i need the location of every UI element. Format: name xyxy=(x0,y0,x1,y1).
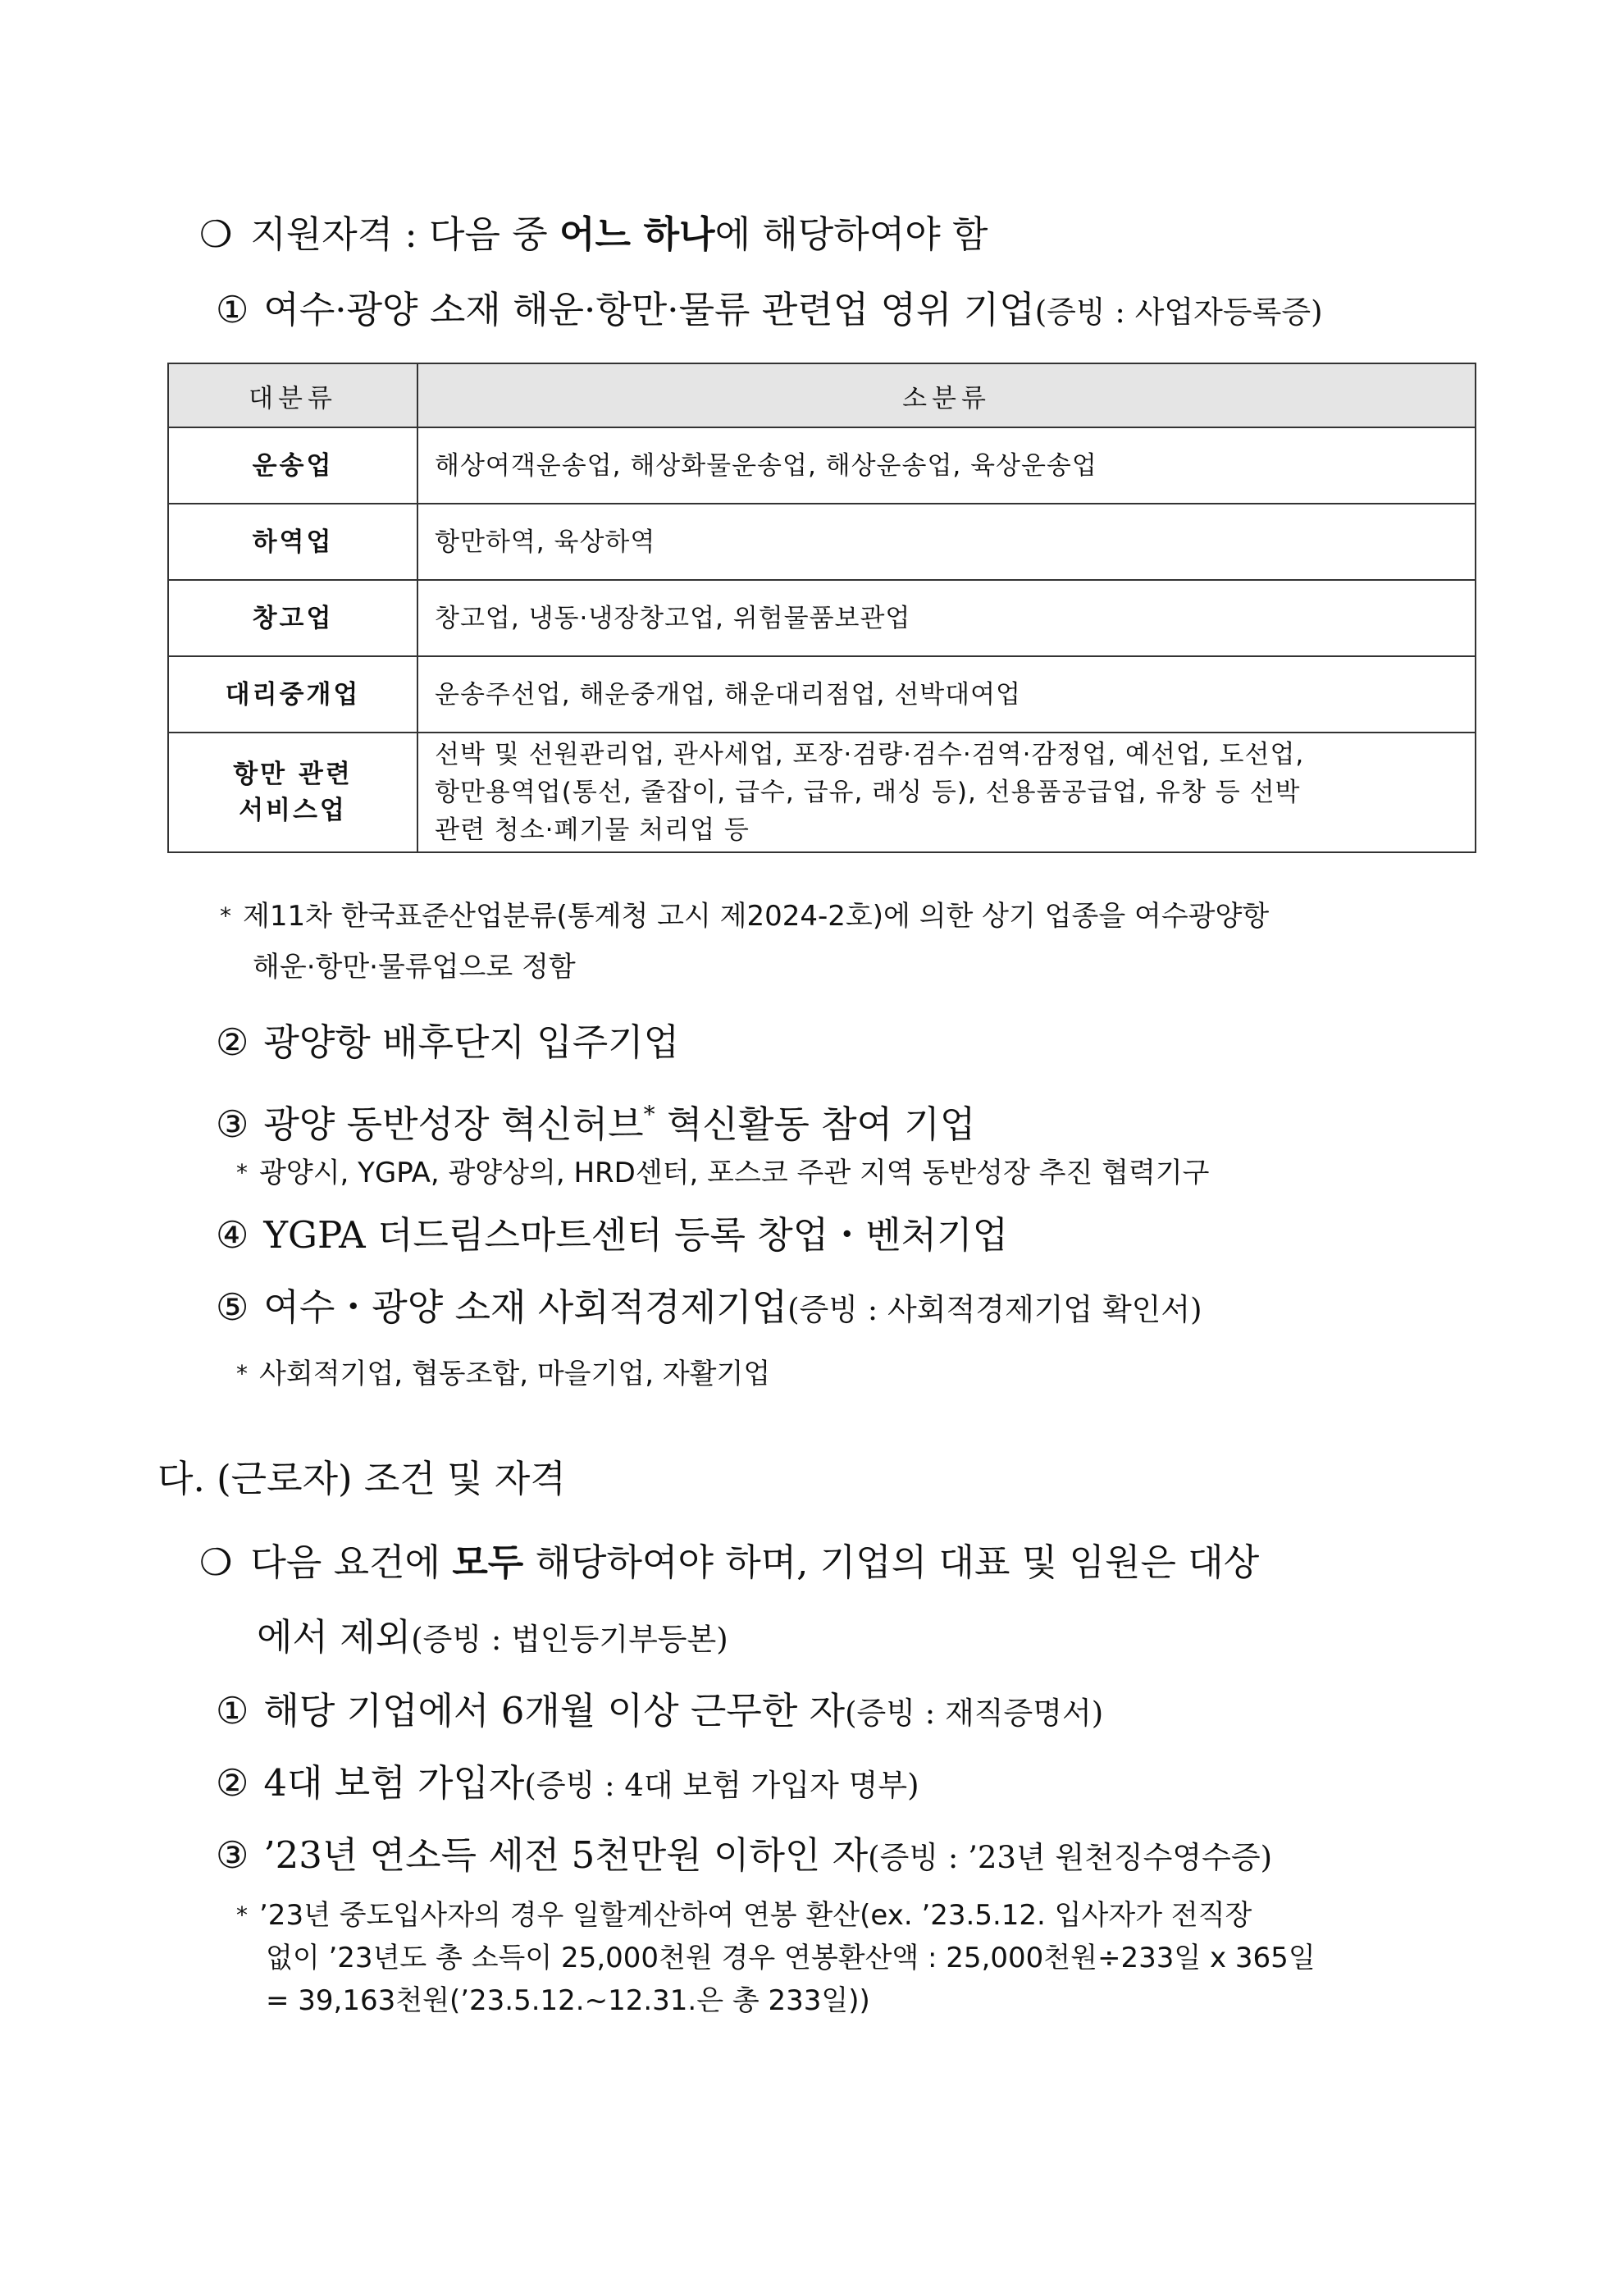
qualification-item-4 xyxy=(216,1212,1008,1258)
footnote-line: 제11차 한국표준산업분류(통계청 고시 제2024-2호)에 의한 상기 업종을 여수광양항 xyxy=(243,900,1270,933)
item-number: ③ xyxy=(216,1102,249,1146)
intro-text-pre: 다음 요건에 xyxy=(250,1541,453,1584)
item-proof: (증빙 : 사업자등록증) xyxy=(1034,294,1323,330)
item-text: 광양 동반성장 혁신허브 xyxy=(263,1102,644,1146)
condition-footnote-cont xyxy=(266,1982,870,2020)
section-c-intro-cont xyxy=(257,1614,728,1663)
condition-item-3 xyxy=(216,1833,1272,1881)
heading-text-bold: 어느 하나 xyxy=(559,212,715,256)
row-subcategories: 해상여객운송업, 해상화물운송업, 해상운송업, 육상운송업 xyxy=(417,427,1476,504)
item-text: 광양항 배후단지 입주기업 xyxy=(263,1020,680,1064)
row-sub-line: 선박 및 선원관리업, 관사세업, 포장·검량·검수·검역·감정업, 예선업, 도선업, xyxy=(435,740,1305,769)
footnote-line: = 39,163천원(’23.5.12.~12.31.은 총 233일)) xyxy=(266,1984,870,2017)
item-text: 해당 기업에서 6개월 이상 근무한 자 xyxy=(263,1689,846,1732)
row-category xyxy=(168,733,417,852)
item-text: 혁신활동 참여 기업 xyxy=(655,1102,976,1146)
footnote-text: 광양시, YGPA, 광양상의, HRD센터, 포스코 주관 지역 동반성장 추진 협력기구 xyxy=(259,1157,1210,1189)
item-number: ⑤ xyxy=(216,1285,249,1329)
section-heading: 다. (근로자) 조건 및 자격 xyxy=(157,1457,566,1500)
footnote-mark: * xyxy=(220,902,231,929)
row-category: 창고업 xyxy=(168,580,417,656)
header-minor-category: 소분류 xyxy=(417,363,1476,427)
qualification-item-2 xyxy=(216,1020,679,1066)
item-text: 4대 보험 가입자 xyxy=(263,1761,525,1805)
header-major-category: 대분류 xyxy=(168,363,417,427)
footnote-mark: * xyxy=(236,1159,248,1186)
row-category-line: 서비스업 xyxy=(239,796,347,825)
qualification-item-3 xyxy=(216,1092,975,1148)
row-category: 하역업 xyxy=(168,504,417,580)
intro-proof: (증빙 : 법인등기부등본) xyxy=(411,1622,728,1657)
footnote-mark: * xyxy=(236,1901,248,1929)
footnote-line: 없이 ’23년도 총 소득이 25,000천원 경우 연봉환산액 : 25,000천원÷233일 x 365일 xyxy=(266,1942,1316,1974)
item-number: ① xyxy=(216,1689,249,1732)
item-number: ③ xyxy=(216,1833,249,1877)
row-category: 운송업 xyxy=(168,427,417,504)
section-c-intro xyxy=(199,1540,1259,1586)
row-subcategories xyxy=(417,733,1476,852)
table-footnote xyxy=(220,897,1269,935)
table-row xyxy=(168,580,1476,656)
item-number: ② xyxy=(216,1761,249,1805)
footnote-line: ’23년 중도입사자의 경우 일할계산하여 연봉 환산(ex. ’23.5.12. 입사자가 전직장 xyxy=(259,1899,1252,1932)
row-subcategories: 항만하역, 육상하역 xyxy=(417,504,1476,580)
item-number: ② xyxy=(216,1020,249,1064)
footnote-line: 해운·항만·물류업으로 정함 xyxy=(253,951,576,984)
table-row xyxy=(168,504,1476,580)
condition-item-2 xyxy=(216,1760,919,1809)
condition-footnote xyxy=(236,1897,1252,1934)
table-row xyxy=(168,656,1476,733)
industry-classification-table xyxy=(167,363,1476,853)
bullet-icon: ❍ xyxy=(199,1541,233,1584)
item-number: ① xyxy=(216,288,249,331)
item-superscript: * xyxy=(643,1101,655,1128)
item-proof: (증빙 : ’23년 원천징수영수증) xyxy=(868,1840,1273,1875)
table-footnote-cont xyxy=(253,948,576,986)
row-subcategories: 운송주선업, 해운중개업, 해운대리점업, 선박대여업 xyxy=(417,656,1476,733)
heading-text-post: 에 해당하여야 함 xyxy=(714,212,988,256)
bullet-icon: ❍ xyxy=(199,212,233,256)
row-sub-line: 항만용역업(통선, 줄잡이, 급수, 급유, 래싱 등), 선용품공급업, 유창 등 선박 xyxy=(435,778,1301,807)
row-subcategories: 창고업, 냉동·냉장창고업, 위험물품보관업 xyxy=(417,580,1476,656)
intro-text-line2: 에서 제외 xyxy=(257,1615,412,1659)
qualification-heading xyxy=(199,212,988,258)
row-category-line: 항만 관련 xyxy=(233,760,353,789)
item-number: ④ xyxy=(216,1213,249,1257)
item-5-footnote xyxy=(236,1355,770,1393)
intro-text-post: 해당하여야 하며, 기업의 대표 및 임원은 대상 xyxy=(523,1541,1260,1584)
intro-text-bold: 모두 xyxy=(452,1541,524,1584)
item-proof: (증빙 : 4대 보험 가입자 명부) xyxy=(524,1768,919,1803)
item-3-footnote xyxy=(236,1154,1210,1192)
table-header-row xyxy=(168,363,1476,427)
condition-item-1 xyxy=(216,1688,1103,1737)
condition-footnote-cont xyxy=(266,1939,1316,1977)
row-sub-line: 관련 청소·폐기물 처리업 등 xyxy=(435,815,750,845)
item-proof: (증빙 : 재직증명서) xyxy=(845,1696,1104,1731)
item-text: ’23년 연소득 세전 5천만원 이하인 자 xyxy=(263,1833,869,1877)
footnote-text: 사회적기업, 협동조합, 마을기업, 자활기업 xyxy=(259,1358,771,1390)
qualification-item-1 xyxy=(216,287,1323,335)
footnote-mark: * xyxy=(236,1360,248,1387)
row-category: 대리중개업 xyxy=(168,656,417,733)
item-text: YGPA 더드림스마트센터 등록 창업・벤처기업 xyxy=(263,1213,1009,1257)
qualification-item-5 xyxy=(216,1285,1202,1333)
item-proof: (증빙 : 사회적경제기업 확인서) xyxy=(787,1292,1202,1327)
heading-text-pre: 지원자격 : 다음 중 xyxy=(250,212,560,256)
item-text: 여수・광양 소재 사회적경제기업 xyxy=(263,1285,788,1329)
table-row xyxy=(168,733,1476,852)
item-text: 여수·광양 소재 해운·항만·물류 관련업 영위 기업 xyxy=(263,288,1035,331)
table-row xyxy=(168,427,1476,504)
